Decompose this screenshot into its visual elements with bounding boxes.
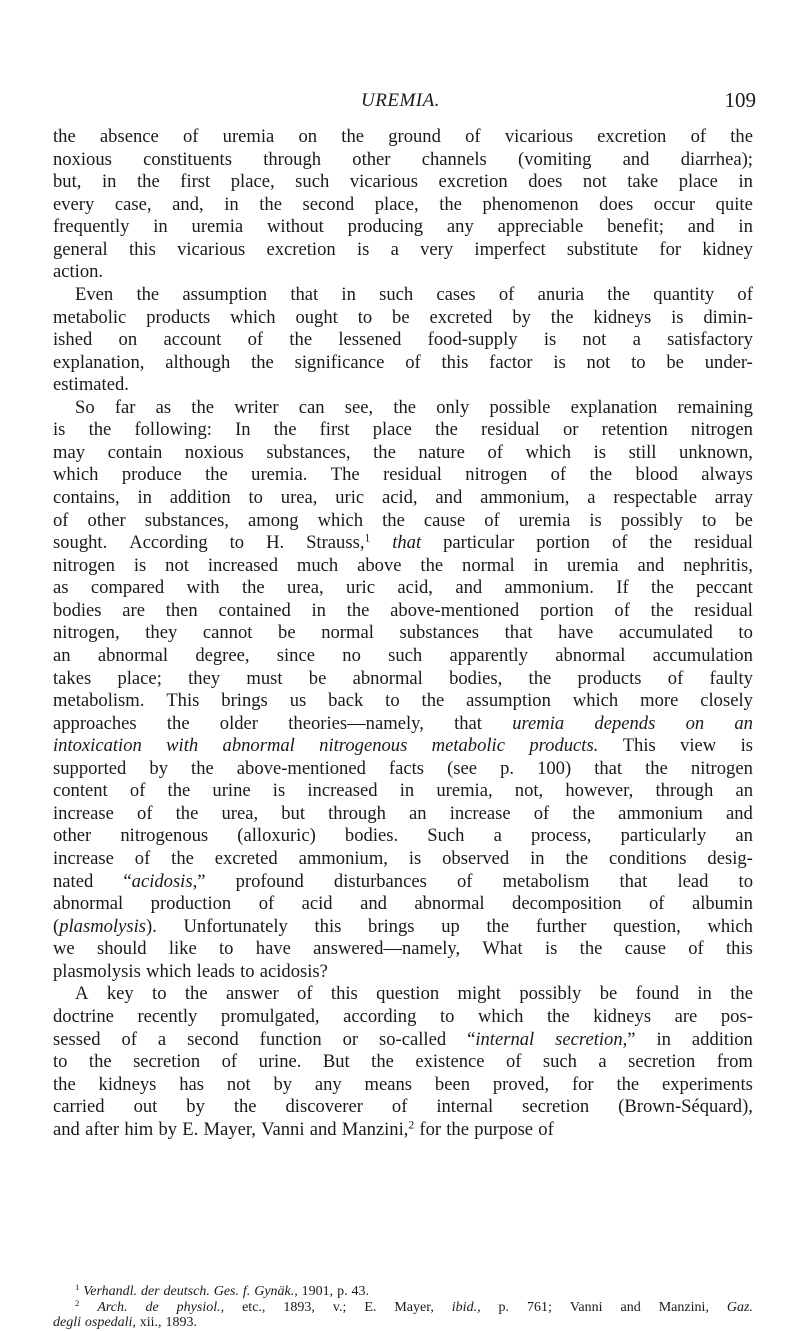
paragraphs-line: sought. According to H. Strauss,$^1$ that particular portion of the residual <box>53 532 753 554</box>
paragraphs-line: ished on account of the lessened food-supply is not a satisfactory <box>53 329 753 351</box>
paragraphs-line: doctrine recently promulgated, according to which the kidneys are pos- <box>53 1005 753 1027</box>
paragraphs-line: bodies are then contained in the above-mentioned portion of the residual <box>53 599 753 621</box>
paragraphs-line: other nitrogenous (alloxuric) bodies. Such a process, particularly an <box>53 825 753 847</box>
paragraphs-line: carried out by the discoverer of internal secretion (Brown-Séquard), <box>53 1096 753 1118</box>
paragraphs-line: contains, in addition to urea, uric acid, and ammonium, a respectable array <box>53 487 753 508</box>
paragraphs-line: intoxication with abnormal nitrogenous metabolic products. This view is <box>53 735 753 757</box>
paragraphs-line: of other substances, among which the cause of uremia is possibly to be <box>53 509 753 531</box>
paragraphs-line: we should like to have answered—namely, What is the cause of this <box>53 938 753 960</box>
paragraphs-line: every case, and, in the second place, the phenomenon does occur quite <box>53 193 753 215</box>
paragraphs-line: increase of the urea, but through an increase of the ammonium and <box>53 802 753 824</box>
page-number: 109 <box>724 88 756 112</box>
paragraphs-line: frequently in uremia without producing any appreciable benefit; and in <box>53 216 753 238</box>
paragraphs-line: noxious constituents through other channels (vomiting and diarrhea); <box>53 148 753 170</box>
paragraphs-line: metabolism. This brings us back to the assumption which more closely <box>53 690 753 712</box>
paragraphs-line: as compared with the urea, uric acid, and ammonium. If the peccant <box>53 577 753 599</box>
running-title: UREMIA. <box>361 90 440 111</box>
paragraphs-line: may contain noxious substances, the nature of which is still unknown, <box>53 441 753 463</box>
footnotes-line: degli ospedali, xii., 1893. <box>53 1315 197 1330</box>
paragraphs-line: the absence of uremia on the ground of vicarious excretion of the <box>53 126 753 147</box>
paragraphs-line: the kidneys has not by any means been proved, for the experiments <box>53 1073 753 1095</box>
footnotes <box>53 1284 753 1331</box>
paragraphs-line: nitrogen, they cannot be normal substances that have accumulated to <box>53 622 753 644</box>
paragraphs-line: A key to the answer of this question might possibly be found in the <box>75 983 753 1005</box>
paragraphs-line: sessed of a second function or so-called “internal secretion,” in addition <box>53 1028 753 1050</box>
paragraphs-line: content of the urine is increased in uremia, not, however, through an <box>53 780 753 802</box>
body-text <box>53 126 753 1141</box>
paragraphs-line: takes place; they must be abnormal bodies, the products of faulty <box>53 667 753 689</box>
paragraphs-line: plasmolysis which leads to acidosis? <box>53 960 328 982</box>
paragraphs-line: nitrogen is not increased much above the normal in uremia and nephritis, <box>53 554 753 576</box>
footnotes-line: $^1$ Verhandl. der deutsch. Ges. f. Gynäk., 1901, p. 43. <box>75 1282 369 1299</box>
paragraphs-line: nated “acidosis,” profound disturbances of metabolism that lead to <box>53 870 753 892</box>
paragraphs-line: Even the assumption that in such cases of anuria the quantity of <box>75 283 753 305</box>
paragraphs-line: and after him by E. Mayer, Vanni and Manzini,$^2$ for the purpose of <box>53 1118 554 1140</box>
paragraphs-line: metabolic products which ought to be excreted by the kidneys is dimin- <box>53 306 753 328</box>
paragraphs-line: to the secretion of urine. But the existence of such a secretion from <box>53 1051 753 1073</box>
paragraphs-line: increase of the excreted ammonium, is observed in the conditions desig- <box>53 848 753 869</box>
paragraphs-line: explanation, although the significance of this factor is not to be under- <box>53 351 753 373</box>
paragraphs-line: supported by the above-mentioned facts (see p. 100) that the nitrogen <box>53 757 753 779</box>
paragraphs-line: So far as the writer can see, the only possible explanation remaining <box>75 396 753 418</box>
paragraphs-line: which produce the uremia. The residual nitrogen of the blood always <box>53 464 753 486</box>
paragraphs-line: estimated. <box>53 374 129 396</box>
paragraphs-line: general this vicarious excretion is a very imperfect substitute for kidney <box>53 238 753 260</box>
paragraphs-line: abnormal production of acid and abnormal decomposition of albumin <box>53 893 753 915</box>
paragraphs-line: (plasmolysis). Unfortunately this brings up the further question, which <box>53 915 753 937</box>
paragraphs-line: an abnormal degree, since no such apparently abnormal accumulation <box>53 644 753 666</box>
paragraphs-line: is the following: In the first place the residual or retention nitrogen <box>53 419 753 441</box>
running-head <box>0 88 801 116</box>
footnotes-line: $^2$ Arch. de physiol., etc., 1893, v.; E. Mayer, ibid., p. 761; Vanni and Manzini, Gaz. <box>75 1297 753 1315</box>
paragraphs-line: but, in the first place, such vicarious excretion does not take place in <box>53 171 753 193</box>
paragraphs-line: action. <box>53 261 104 283</box>
paragraphs-line: approaches the older theories—namely, that uremia depends on an <box>53 712 753 734</box>
